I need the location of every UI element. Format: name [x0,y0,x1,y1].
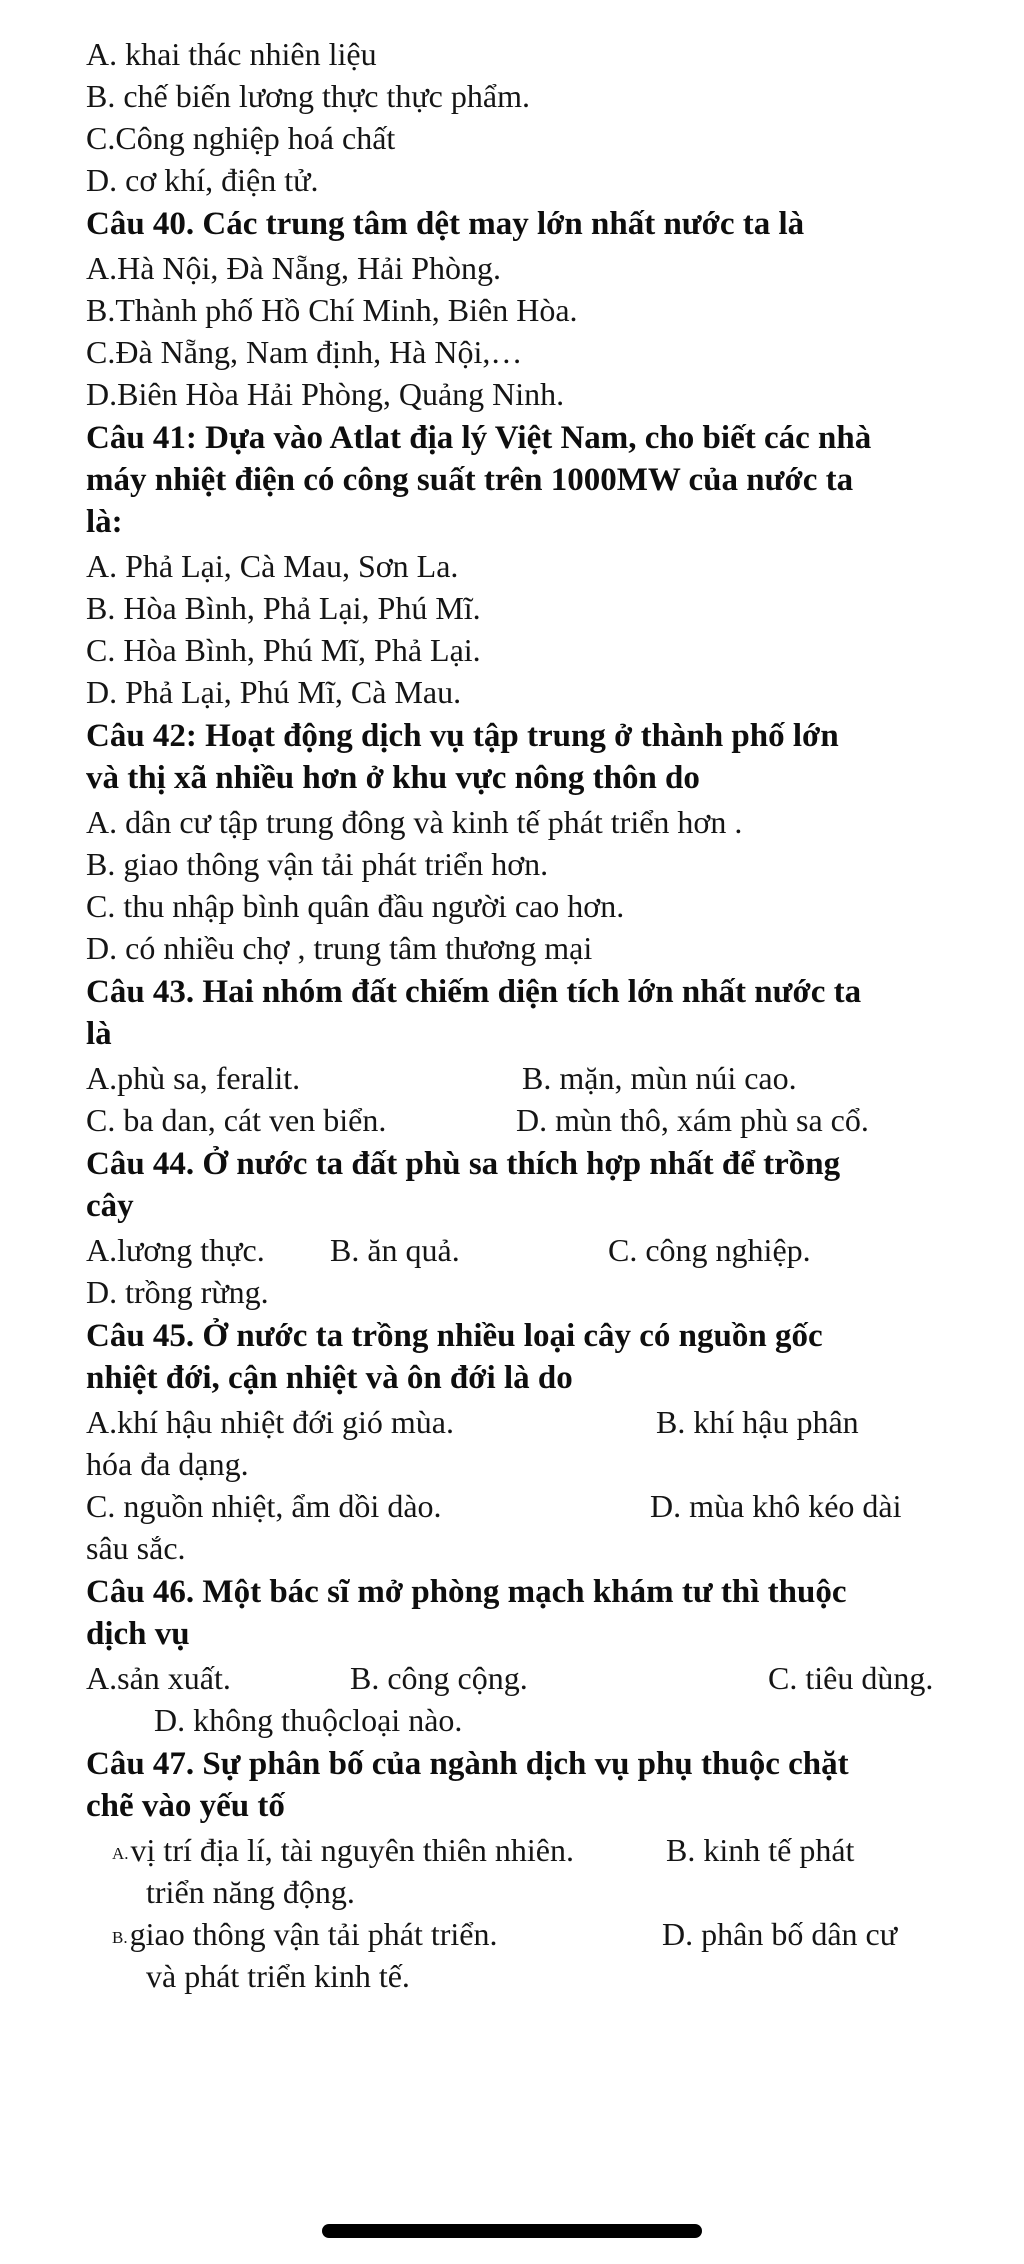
q42-option-d: D. có nhiều chợ , trung tâm thương mại [86,930,593,966]
q45-title-line-2: nhiệt đới, cận nhiệt và ôn đới là do [86,1360,573,1396]
q46-option-b: B. công cộng. [350,1660,528,1696]
q40-option-c: C.Đà Nẵng, Nam định, Hà Nội,… [86,334,523,370]
q40-option-b: B.Thành phố Hồ Chí Minh, Biên Hòa. [86,292,578,328]
q46-option-c: C. tiêu dùng. [768,1660,934,1696]
q40-title: Câu 40. Các trung tâm dệt may lớn nhất nước ta là [86,206,805,242]
q47-title-line-2: chẽ vào yếu tố [86,1788,285,1824]
q45-option-c: C. nguồn nhiệt, ẩm dồi dào. [86,1488,442,1524]
q47-option-c-text: giao thông vận tải phát triển. [129,1916,498,1952]
q47-option-b-line-1: B. kinh tế phát [666,1832,855,1868]
q42-title-line-1: Câu 42: Hoạt động dịch vụ tập trung ở thành phố lớn [86,718,839,754]
q45-option-d-line-1: D. mùa khô kéo dài [650,1488,902,1524]
q41-option-d: D. Phả Lại, Phú Mĩ, Cà Mau. [86,674,462,710]
q44-option-d: D. trồng rừng. [86,1274,269,1310]
q45-title-line-1: Câu 45. Ở nước ta trồng nhiều loại cây có nguồn gốc [86,1318,823,1354]
q45-option-d-line-2: sâu sắc. [86,1530,186,1566]
q44-option-a: A.lương thực. [86,1232,265,1268]
q44-option-c: C. công nghiệp. [608,1232,811,1268]
q39-option-b: B. chế biến lương thực thực phẩm. [86,78,530,114]
q45-option-b-line-2: hóa đa dạng. [86,1446,249,1482]
q39-option-c: C.Công nghiệp hoá chất [86,120,396,156]
q42-title-line-2: và thị xã nhiều hơn ở khu vực nông thôn do [86,760,700,796]
q43-option-b: B. mặn, mùn núi cao. [522,1060,797,1096]
q47-option-a-text: vị trí địa lí, tài nguyên thiên nhiên. [130,1832,574,1868]
home-indicator-bar[interactable] [322,2224,702,2238]
q41-option-c: C. Hòa Bình, Phú Mĩ, Phả Lại. [86,632,481,668]
q43-option-a: A.phù sa, feralit. [86,1060,301,1096]
q44-title-line-2: cây [86,1188,134,1224]
q39-option-a: A. khai thác nhiên liệu [86,36,377,72]
q47-option-b-line-2: triển năng động. [146,1874,355,1910]
q46-option-d: D. không thuộcloại nào. [154,1702,463,1738]
q47-option-d-line-2: và phát triển kinh tế. [146,1958,410,1994]
q47-option-a [112,1830,574,1874]
q46-option-a: A.sản xuất. [86,1660,231,1696]
q44-option-b: B. ăn quả. [330,1232,460,1268]
q47-option-c [112,1914,498,1958]
q41-option-a: A. Phả Lại, Cà Mau, Sơn La. [86,548,459,584]
q41-title-line-1: Câu 41: Dựa vào Atlat địa lý Việt Nam, cho biết các nhà [86,420,872,456]
q39-option-d: D. cơ khí, điện tử. [86,162,319,198]
q47-title-line-1: Câu 47. Sự phân bố của ngành dịch vụ phụ thuộc chặt [86,1746,849,1782]
q43-option-d: D. mùn thô, xám phù sa cổ. [516,1102,869,1138]
q45-option-b-line-1: B. khí hậu phân [656,1404,859,1440]
q43-title-line-1: Câu 43. Hai nhóm đất chiếm diện tích lớn nhất nước ta [86,974,862,1010]
q46-title-line-2: dịch vụ [86,1616,190,1652]
q41-title-line-3: là: [86,504,123,540]
q42-option-a: A. dân cư tập trung đông và kinh tế phát triển hơn . [86,804,743,840]
q45-option-a: A.khí hậu nhiệt đới gió mùa. [86,1404,454,1440]
q41-option-b: B. Hòa Bình, Phả Lại, Phú Mĩ. [86,590,481,626]
q47-option-d-line-1: D. phân bố dân cư [662,1916,898,1952]
q41-title-line-2: máy nhiệt điện có công suất trên 1000MW của nước ta [86,462,854,498]
q40-option-d: D.Biên Hòa Hải Phòng, Quảng Ninh. [86,376,565,412]
q44-title-line-1: Câu 44. Ở nước ta đất phù sa thích hợp nhất để trồng [86,1146,841,1182]
q40-option-a: A.Hà Nội, Đà Nẵng, Hải Phòng. [86,250,502,286]
q42-option-c: C. thu nhập bình quân đầu người cao hơn. [86,888,625,924]
q42-option-b: B. giao thông vận tải phát triển hơn. [86,846,549,882]
q43-title-line-2: là [86,1016,112,1052]
q47-option-c-marker: B. [112,1928,128,1947]
q46-title-line-1: Câu 46. Một bác sĩ mở phòng mạch khám tư thì thuộc [86,1574,847,1610]
q47-option-a-marker: A. [112,1844,129,1863]
q43-option-c: C. ba dan, cát ven biển. [86,1102,387,1138]
